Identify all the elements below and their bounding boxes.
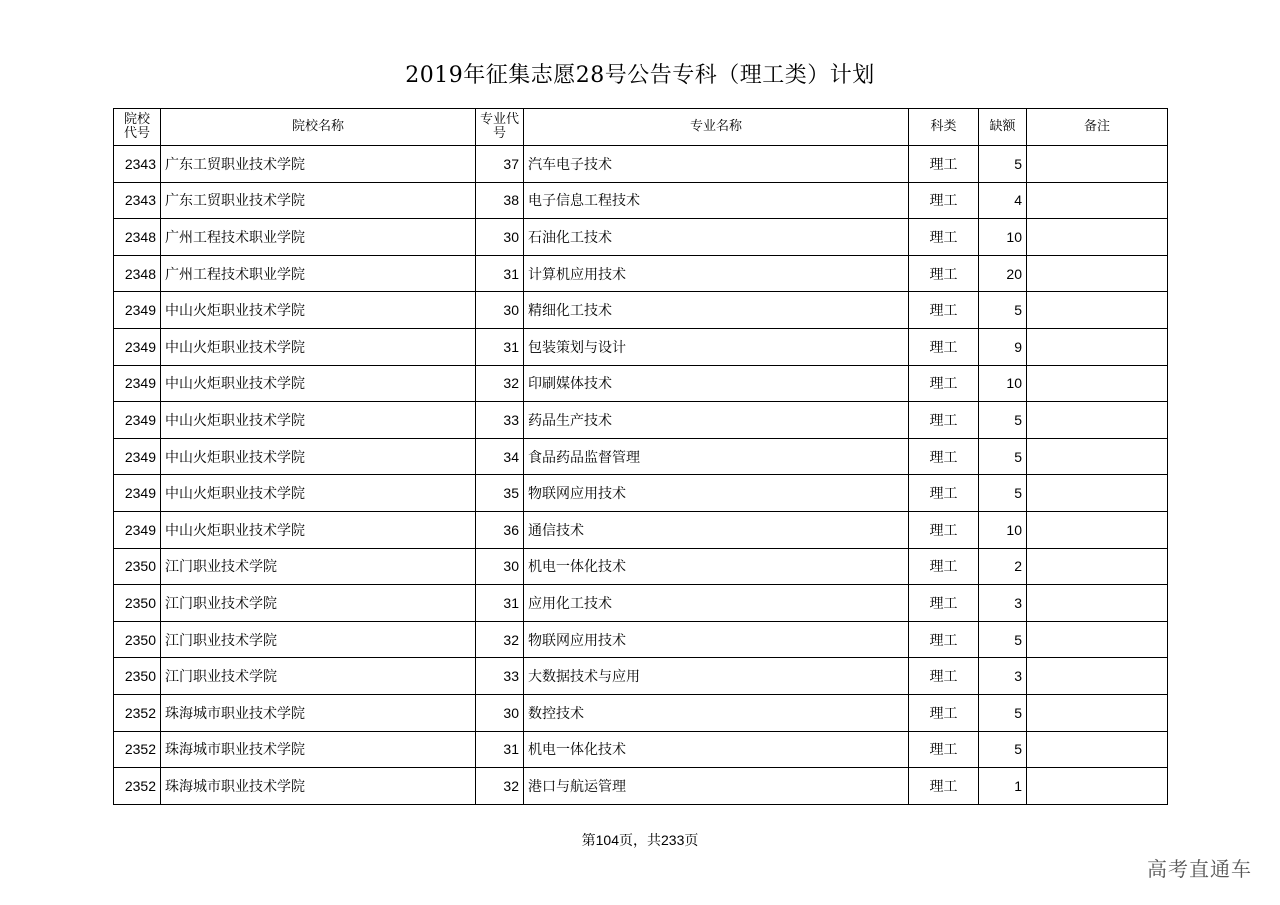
category-cell: 理工 [909,658,979,695]
header-quota: 缺额 [979,109,1027,146]
quota-cell: 5 [979,292,1027,329]
quota-cell: 5 [979,621,1027,658]
quota-cell: 9 [979,328,1027,365]
category-cell: 理工 [909,219,979,256]
school-code-cell: 2348 [114,219,161,256]
category-cell: 理工 [909,511,979,548]
category-cell: 理工 [909,768,979,805]
note-cell [1027,621,1168,658]
school-name-cell: 中山火炬职业技术学院 [161,292,476,329]
major-code-cell: 33 [476,402,524,439]
table-row [114,328,1168,365]
header-major-code: 专业代号 [476,109,524,146]
note-cell [1027,694,1168,731]
quota-cell: 20 [979,255,1027,292]
school-code-cell: 2343 [114,146,161,183]
major-code-cell: 31 [476,731,524,768]
table-row [114,731,1168,768]
school-code-cell: 2350 [114,658,161,695]
table-row [114,694,1168,731]
quota-cell: 5 [979,146,1027,183]
school-name-cell: 珠海城市职业技术学院 [161,768,476,805]
school-code-cell: 2349 [114,328,161,365]
major-name-cell: 电子信息工程技术 [524,182,909,219]
school-code-cell: 2349 [114,292,161,329]
major-name-cell: 石油化工技术 [524,219,909,256]
category-cell: 理工 [909,475,979,512]
quota-cell: 10 [979,219,1027,256]
note-cell [1027,219,1168,256]
major-code-cell: 30 [476,694,524,731]
major-code-cell: 38 [476,182,524,219]
table-row [114,219,1168,256]
category-cell: 理工 [909,731,979,768]
school-code-cell: 2349 [114,402,161,439]
school-name-cell: 江门职业技术学院 [161,585,476,622]
note-cell [1027,475,1168,512]
table-row [114,402,1168,439]
quota-cell: 3 [979,585,1027,622]
major-code-cell: 30 [476,548,524,585]
major-name-cell: 港口与航运管理 [524,768,909,805]
quota-cell: 5 [979,731,1027,768]
school-name-cell: 中山火炬职业技术学院 [161,402,476,439]
table-row [114,511,1168,548]
category-cell: 理工 [909,621,979,658]
table-row [114,438,1168,475]
table-row [114,292,1168,329]
note-cell [1027,438,1168,475]
note-cell [1027,548,1168,585]
header-note: 备注 [1027,109,1168,146]
category-cell: 理工 [909,182,979,219]
quota-cell: 2 [979,548,1027,585]
note-cell [1027,146,1168,183]
school-name-cell: 广州工程技术职业学院 [161,219,476,256]
quota-cell: 3 [979,658,1027,695]
category-cell: 理工 [909,402,979,439]
major-code-cell: 31 [476,328,524,365]
header-school-code: 院校代号 [114,109,161,146]
major-code-cell: 35 [476,475,524,512]
footer-page-number: 104 [595,832,619,848]
table-row [114,585,1168,622]
note-cell [1027,402,1168,439]
major-name-cell: 数控技术 [524,694,909,731]
table-row [114,255,1168,292]
quota-cell: 4 [979,182,1027,219]
school-name-cell: 广东工贸职业技术学院 [161,146,476,183]
school-name-cell: 广东工贸职业技术学院 [161,182,476,219]
quota-cell: 10 [979,365,1027,402]
school-code-cell: 2349 [114,365,161,402]
major-name-cell: 药品生产技术 [524,402,909,439]
quota-cell: 5 [979,402,1027,439]
school-code-cell: 2350 [114,585,161,622]
header-major-name: 专业名称 [524,109,909,146]
page-title: 2019年征集志愿28号公告专科（理工类）计划 [405,63,875,88]
note-cell [1027,731,1168,768]
plan-table [113,108,1168,805]
major-name-cell: 食品药品监督管理 [524,438,909,475]
major-name-cell: 通信技术 [524,511,909,548]
category-cell: 理工 [909,585,979,622]
school-name-cell: 中山火炬职业技术学院 [161,365,476,402]
footer-suffix: 页 [684,833,699,849]
note-cell [1027,585,1168,622]
school-code-cell: 2350 [114,621,161,658]
quota-cell: 1 [979,768,1027,805]
table-row [114,365,1168,402]
major-code-cell: 34 [476,438,524,475]
major-name-cell: 机电一体化技术 [524,731,909,768]
quota-cell: 5 [979,694,1027,731]
table-row [114,146,1168,183]
school-code-cell: 2343 [114,182,161,219]
major-code-cell: 31 [476,255,524,292]
school-name-cell: 广州工程技术职业学院 [161,255,476,292]
quota-cell: 5 [979,475,1027,512]
page-footer [0,830,1280,850]
header-category: 科类 [909,109,979,146]
category-cell: 理工 [909,438,979,475]
category-cell: 理工 [909,694,979,731]
major-code-cell: 30 [476,292,524,329]
category-cell: 理工 [909,255,979,292]
school-name-cell: 珠海城市职业技术学院 [161,731,476,768]
note-cell [1027,255,1168,292]
major-name-cell: 精细化工技术 [524,292,909,329]
note-cell [1027,292,1168,329]
major-name-cell: 物联网应用技术 [524,621,909,658]
major-code-cell: 37 [476,146,524,183]
major-code-cell: 33 [476,658,524,695]
footer-middle: 页，共 [619,833,661,849]
school-name-cell: 中山火炬职业技术学院 [161,511,476,548]
category-cell: 理工 [909,365,979,402]
school-name-cell: 江门职业技术学院 [161,548,476,585]
major-name-cell: 汽车电子技术 [524,146,909,183]
school-name-cell: 江门职业技术学院 [161,658,476,695]
school-code-cell: 2348 [114,255,161,292]
note-cell [1027,768,1168,805]
school-code-cell: 2352 [114,731,161,768]
table-header-row [114,109,1168,146]
note-cell [1027,365,1168,402]
quota-cell: 10 [979,511,1027,548]
quota-cell: 5 [979,438,1027,475]
category-cell: 理工 [909,328,979,365]
note-cell [1027,658,1168,695]
school-name-cell: 中山火炬职业技术学院 [161,475,476,512]
footer-prefix: 第 [581,833,596,849]
table-row [114,768,1168,805]
major-name-cell: 机电一体化技术 [524,548,909,585]
category-cell: 理工 [909,292,979,329]
school-code-cell: 2352 [114,768,161,805]
footer-total-pages: 233 [661,832,685,848]
school-code-cell: 2352 [114,694,161,731]
note-cell [1027,328,1168,365]
school-name-cell: 珠海城市职业技术学院 [161,694,476,731]
watermark: 高考直通车 [1147,857,1252,881]
category-cell: 理工 [909,146,979,183]
table-row [114,182,1168,219]
major-name-cell: 大数据技术与应用 [524,658,909,695]
major-code-cell: 32 [476,365,524,402]
school-code-cell: 2349 [114,511,161,548]
major-name-cell: 物联网应用技术 [524,475,909,512]
table-row [114,548,1168,585]
major-code-cell: 32 [476,621,524,658]
table-row [114,621,1168,658]
major-name-cell: 包装策划与设计 [524,328,909,365]
major-code-cell: 36 [476,511,524,548]
note-cell [1027,511,1168,548]
school-code-cell: 2350 [114,548,161,585]
major-name-cell: 应用化工技术 [524,585,909,622]
major-code-cell: 31 [476,585,524,622]
category-cell: 理工 [909,548,979,585]
school-code-cell: 2349 [114,475,161,512]
header-school-name: 院校名称 [161,109,476,146]
note-cell [1027,182,1168,219]
school-name-cell: 江门职业技术学院 [161,621,476,658]
table-row [114,658,1168,695]
major-code-cell: 30 [476,219,524,256]
school-name-cell: 中山火炬职业技术学院 [161,438,476,475]
major-name-cell: 印刷媒体技术 [524,365,909,402]
major-name-cell: 计算机应用技术 [524,255,909,292]
school-name-cell: 中山火炬职业技术学院 [161,328,476,365]
major-code-cell: 32 [476,768,524,805]
table-row [114,475,1168,512]
school-code-cell: 2349 [114,438,161,475]
